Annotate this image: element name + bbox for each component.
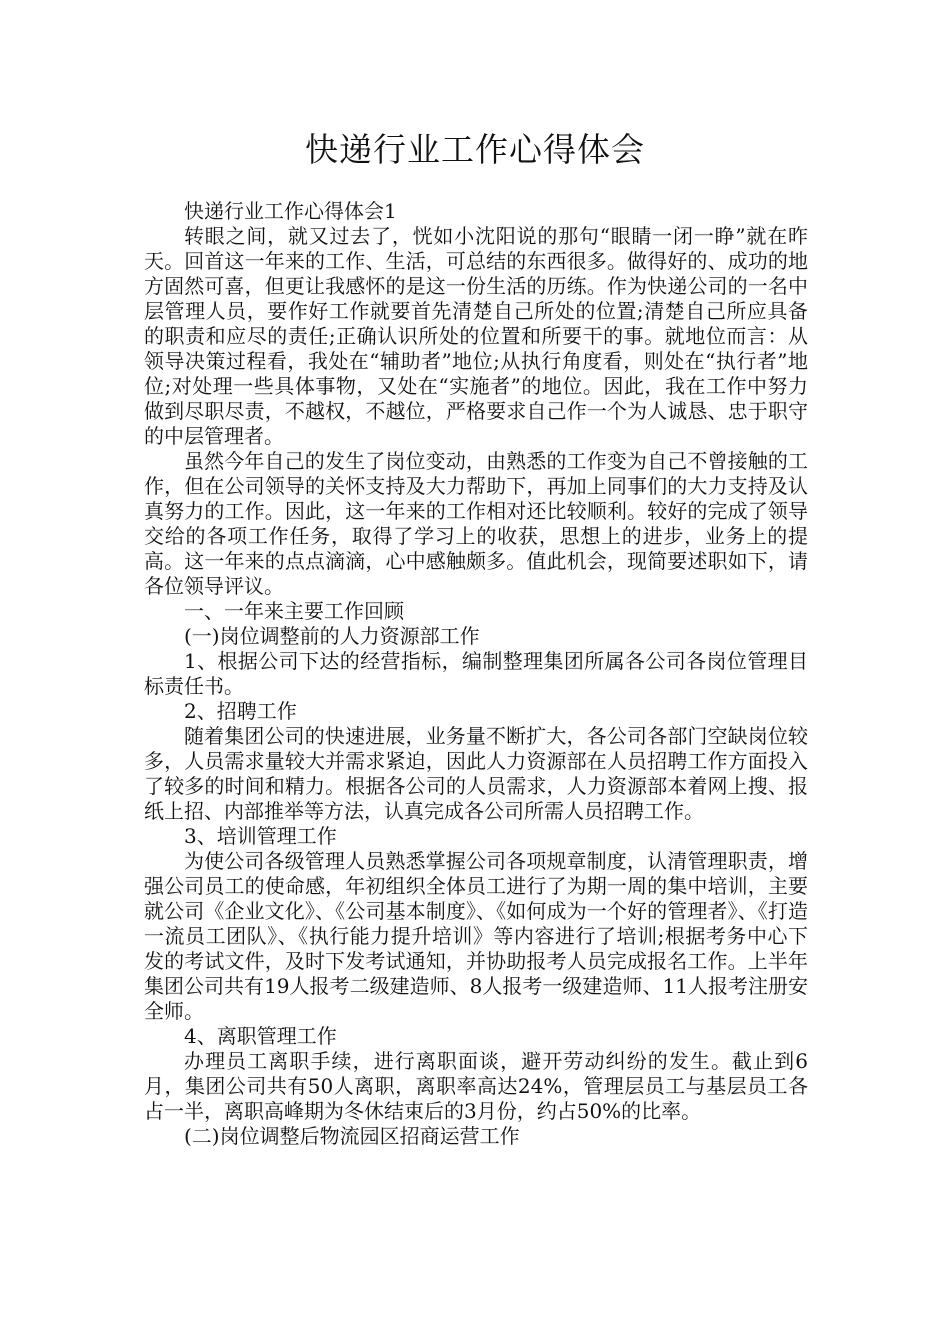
subtitle-paragraph: 快递行业工作心得体会1: [184, 199, 397, 223]
body-paragraph: 为使公司各级管理人员熟悉掌握公司各项规章制度，认清管理职责，增强公司员工的使命感，年初组织全体员工进行了为期一周的集中培训，主要就公司《企业文化》、《公司基本制度》、《如何成为一个好的管理者》、《打造一流员工团队》、《执行能力提升培训》等内容进行了培训;根据考务中心下发的考试文件，及时下发考试通知，并协助报考人员完成报名工作。上半年集团公司共有19人报考二级建造师、8人报考一级建造师、11人报考注册安全师。: [144, 849, 808, 1023]
document-title: 快递行业工作心得体会: [305, 130, 645, 169]
body-paragraph: 办理员工离职手续，进行离职面谈，避开劳动纠纷的发生。截止到6月，集团公司共有50人离职，离职率高达24%，管理层员工与基层员工各占一半，离职高峰期为冬休结束后的3月份，约占50%的比率。: [144, 1049, 808, 1123]
body-paragraph: 1、根据公司下达的经营指标，编制整理集团所属各公司各岗位管理目标责任书。: [144, 649, 808, 698]
body-paragraph: 虽然今年自己的发生了岗位变动，由熟悉的工作变为自己不曾接触的工作，但在公司领导的关怀支持及大力帮助下，再加上同事们的大力支持及认真努力的工作。因此，这一年来的工作相对还比较顺利。较好的完成了领导交给的各项工作任务，取得了学习上的收获，思想上的进步，业务上的提高。这一年来的点点滴滴，心中感触颇多。值此机会，现简要述职如下，请各位领导评议。: [144, 449, 808, 598]
subsection-heading: (一)岗位调整前的人力资源部工作: [184, 624, 480, 648]
item-heading: 3、培训管理工作: [184, 824, 337, 848]
item-heading: 2、招聘工作: [184, 699, 297, 723]
subsection-heading: (二)岗位调整后物流园区招商运营工作: [184, 1124, 520, 1148]
body-paragraph: 转眼之间，就又过去了，恍如小沈阳说的那句“眼睛一闭一睁”就在昨天。回首这一年来的工作、生活，可总结的东西很多。做得好的、成功的地方固然可喜，但更让我感怀的是这一份生活的历练。作为快递公司的一名中层管理人员，要作好工作就要首先清楚自己所处的位置;清楚自己所应具备的职责和应尽的责任;正确认识所处的位置和所要干的事。就地位而言：从领导决策过程看，我处在“辅助者”地位;从执行角度看，则处在“执行者”地位;对处理一些具体事物，又处在“实施者”的地位。因此，我在工作中努力做到尽职尽责，不越权，不越位，严格要求自己作一个为人诚恳、忠于职守的中层管理者。: [144, 224, 808, 448]
document-body: [144, 199, 808, 1149]
item-heading: 4、离职管理工作: [184, 1024, 337, 1048]
section-heading: 一、一年来主要工作回顾: [184, 599, 404, 623]
body-paragraph: 随着集团公司的快速进展，业务量不断扩大，各公司各部门空缺岗位较多，人员需求量较大并需求紧迫，因此人力资源部在人员招聘工作方面投入了较多的时间和精力。根据各公司的人员需求，人力资源部本着网上搜、报纸上招、内部推举等方法，认真完成各公司所需人员招聘工作。: [144, 724, 808, 823]
